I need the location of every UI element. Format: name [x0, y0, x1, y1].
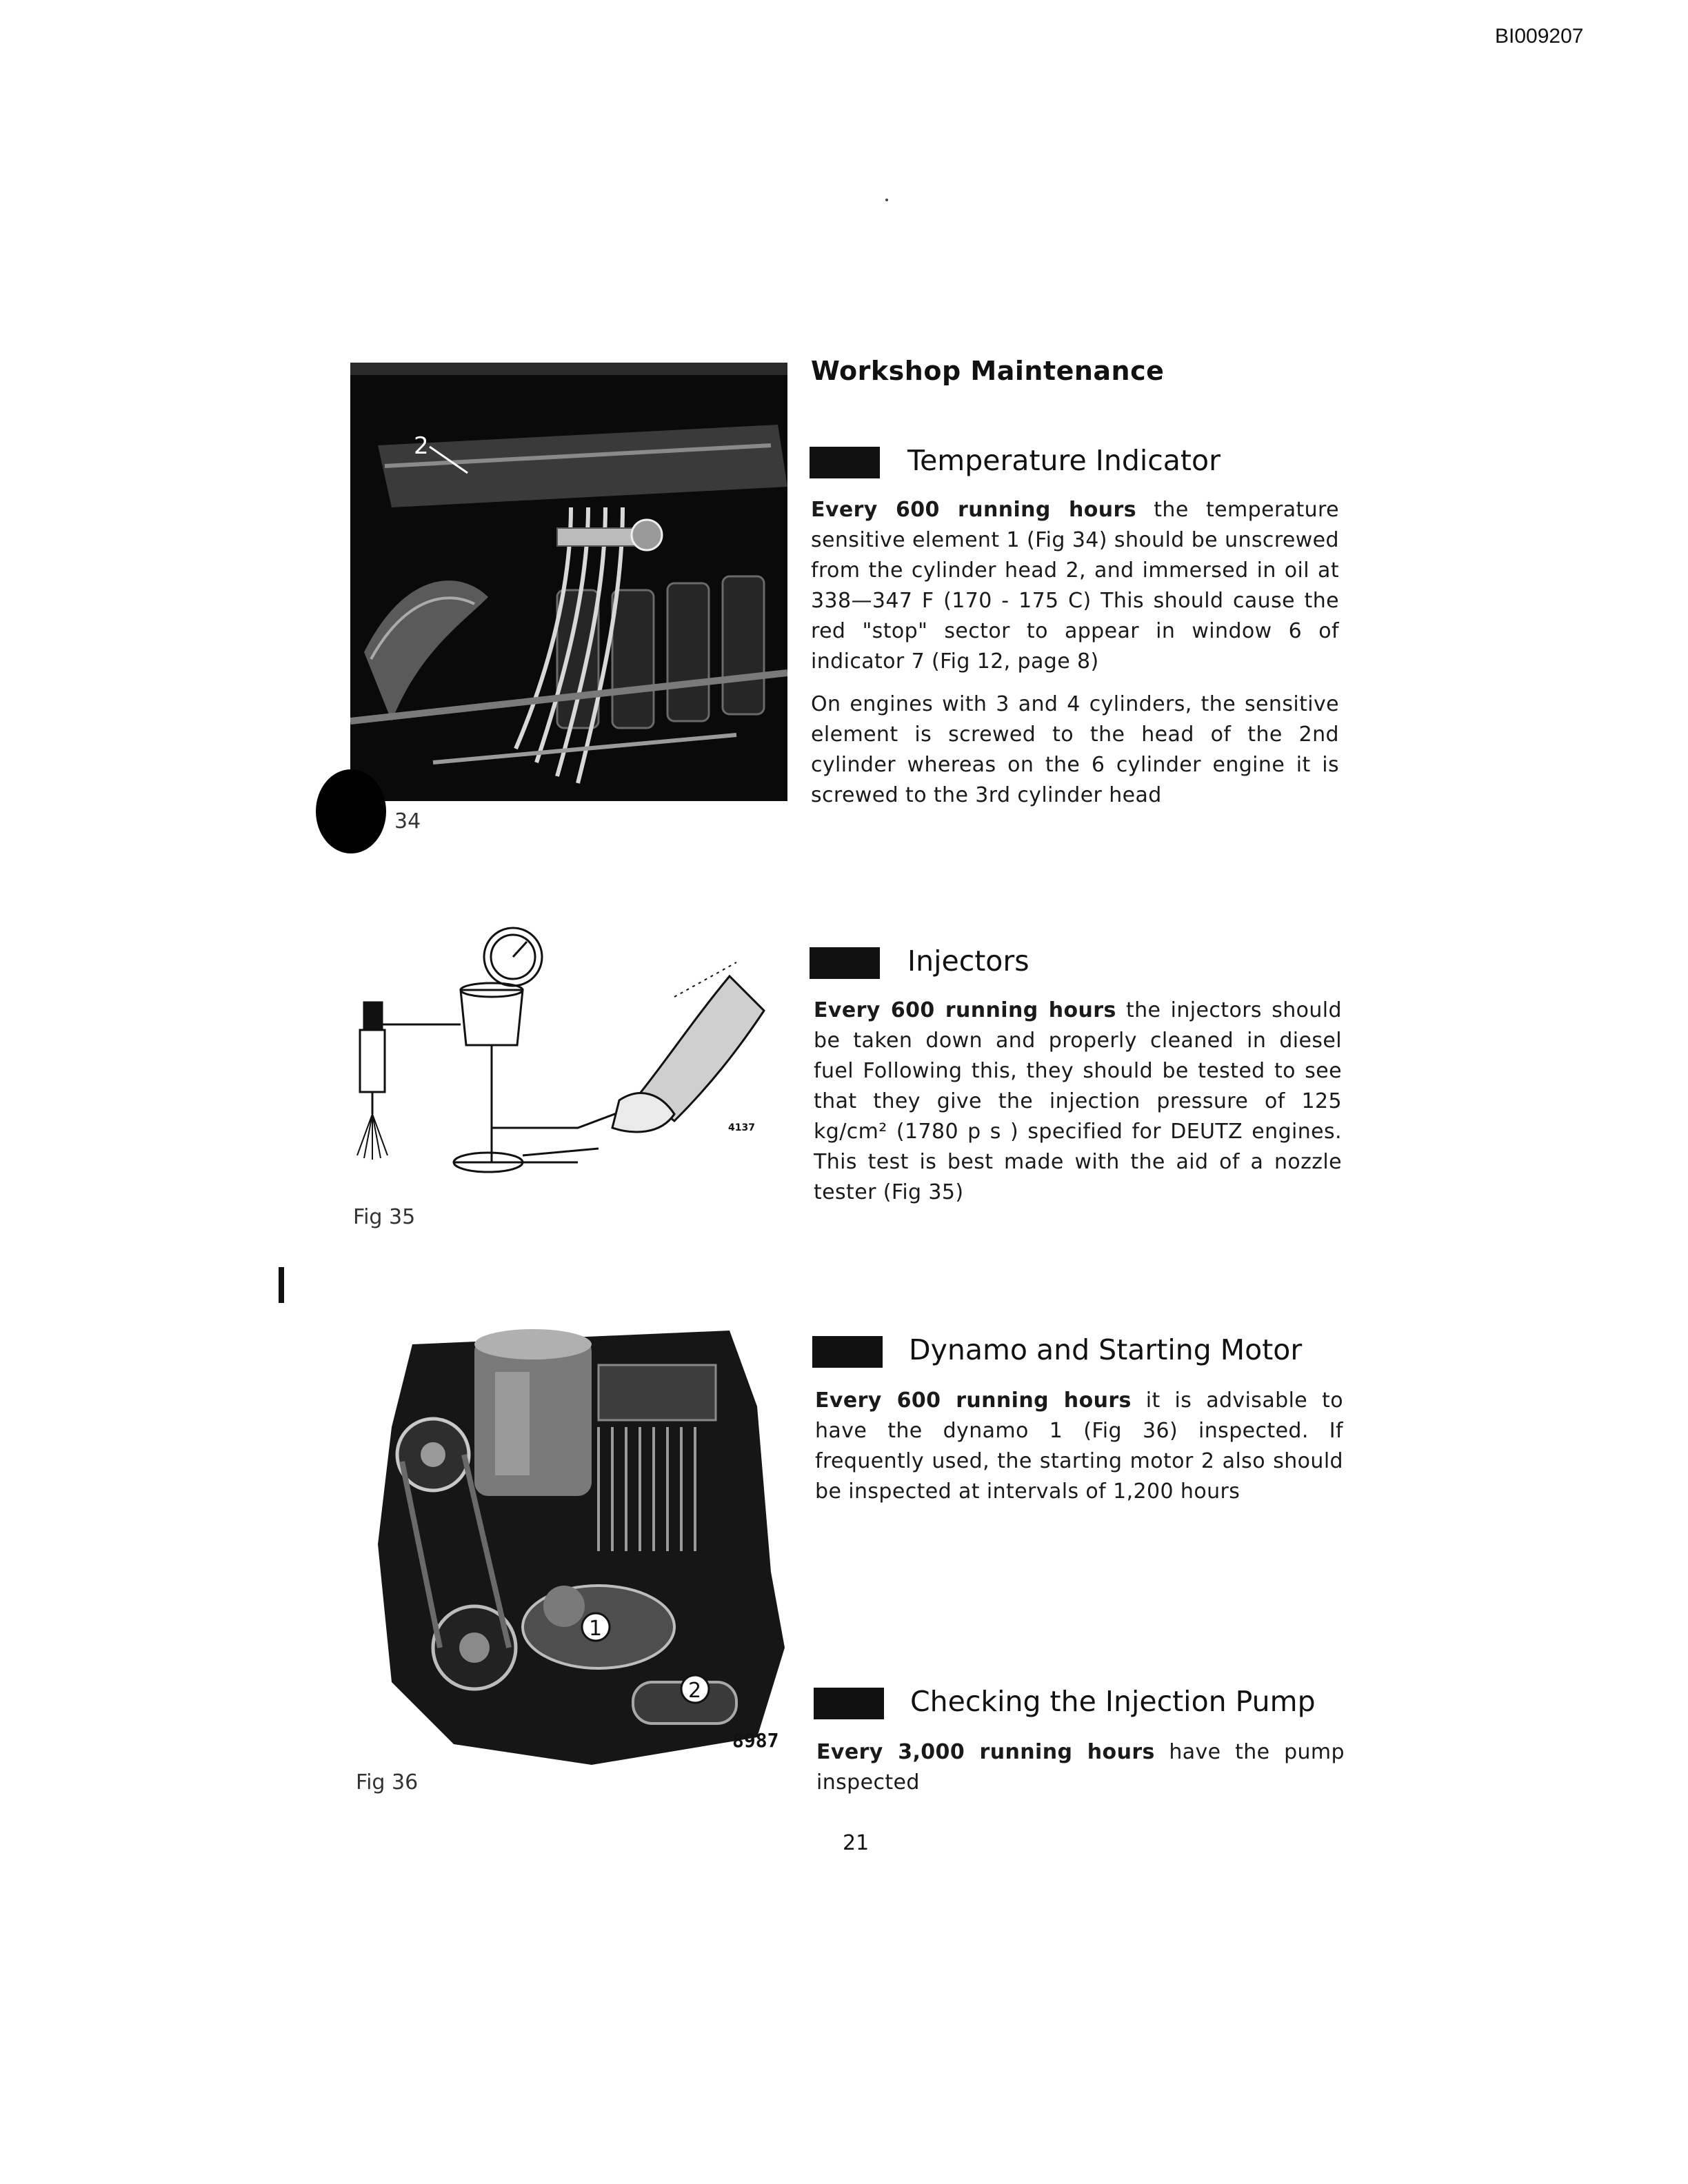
fig36-caption: Fig 36: [356, 1770, 419, 1794]
margin-marker: [279, 1267, 284, 1303]
para-body: have the pump inspected: [816, 1740, 1345, 1794]
section-injection-pump-text: [816, 1737, 1345, 1798]
engine-photo: [371, 1324, 793, 1776]
fig35-code: 4137: [728, 1122, 755, 1133]
section-temperature-text-2: [811, 689, 1339, 811]
para-body: the temperature sensitive element 1 (Fig 34) should be unscrewed from the cylinder head 2, and immersed in oil at 338—347 F (170 - 175 C) This should cause the red "stop" sector to appear in window 6 of indicator 7 (Fig 12, page 8): [811, 498, 1339, 674]
fig35-caption: Fig 35: [353, 1205, 416, 1229]
nozzle-tester-diagram: [350, 921, 792, 1190]
fig35-illustration: [350, 921, 792, 1190]
para-lead: Every 600 running hours: [815, 1388, 1132, 1413]
engine-pipes-illustration: [350, 363, 787, 801]
section-marker: [810, 947, 880, 979]
fig36-callout-2: 2: [688, 1679, 702, 1703]
section-title-temperature-indicator: Temperature Indicator: [907, 444, 1220, 477]
fig34-photo: [350, 363, 787, 801]
para-body: it is advisable to have the dynamo 1 (Fig 36) inspected. If frequently used, the starting motor 2 also should be inspected at intervals of 1,200 hours: [815, 1388, 1343, 1504]
fig36-photo: [371, 1324, 793, 1776]
fig34-tab: [316, 769, 386, 853]
section-temperature-text: [811, 495, 1339, 677]
section-injectors-text: [814, 995, 1342, 1208]
scan-speck: [885, 199, 888, 201]
page-number: 21: [843, 1831, 870, 1855]
document-id: BI009207: [1495, 25, 1584, 48]
section-title-dynamo-starting-motor: Dynamo and Starting Motor: [909, 1333, 1303, 1366]
section-dynamo-text: [815, 1386, 1343, 1507]
para-lead: Every 3,000 running hours: [816, 1740, 1155, 1764]
fig34-number: 34: [394, 809, 421, 833]
page-title: Workshop Maintenance: [811, 356, 1165, 386]
para-lead: Every 600 running hours: [814, 998, 1116, 1022]
fig36-code: 8987: [732, 1729, 779, 1752]
para-lead: Every 600 running hours: [811, 498, 1136, 522]
para-body: the injectors should be taken down and properly cleaned in diesel fuel Following this, they should be tested to see that they give the injection pressure of 125 kg/cm² (1780 p s ) specified for DEUTZ engines. This test is best made with the aid of a nozzle tester (Fig 35): [814, 998, 1342, 1204]
fig34-callout-2: 2: [414, 432, 429, 460]
section-marker: [812, 1336, 883, 1368]
fig36-callout-1: 1: [589, 1617, 603, 1641]
para-body: On engines with 3 and 4 cylinders, the sensitive element is screwed to the head of the 2nd cylinder whereas on the 6 cylinder engine it is screwed to the 3rd cylinder head: [811, 692, 1339, 807]
section-marker: [814, 1688, 884, 1719]
section-title-injectors: Injectors: [907, 944, 1029, 978]
section-marker: [810, 447, 880, 478]
section-title-injection-pump: Checking the Injection Pump: [910, 1685, 1316, 1718]
